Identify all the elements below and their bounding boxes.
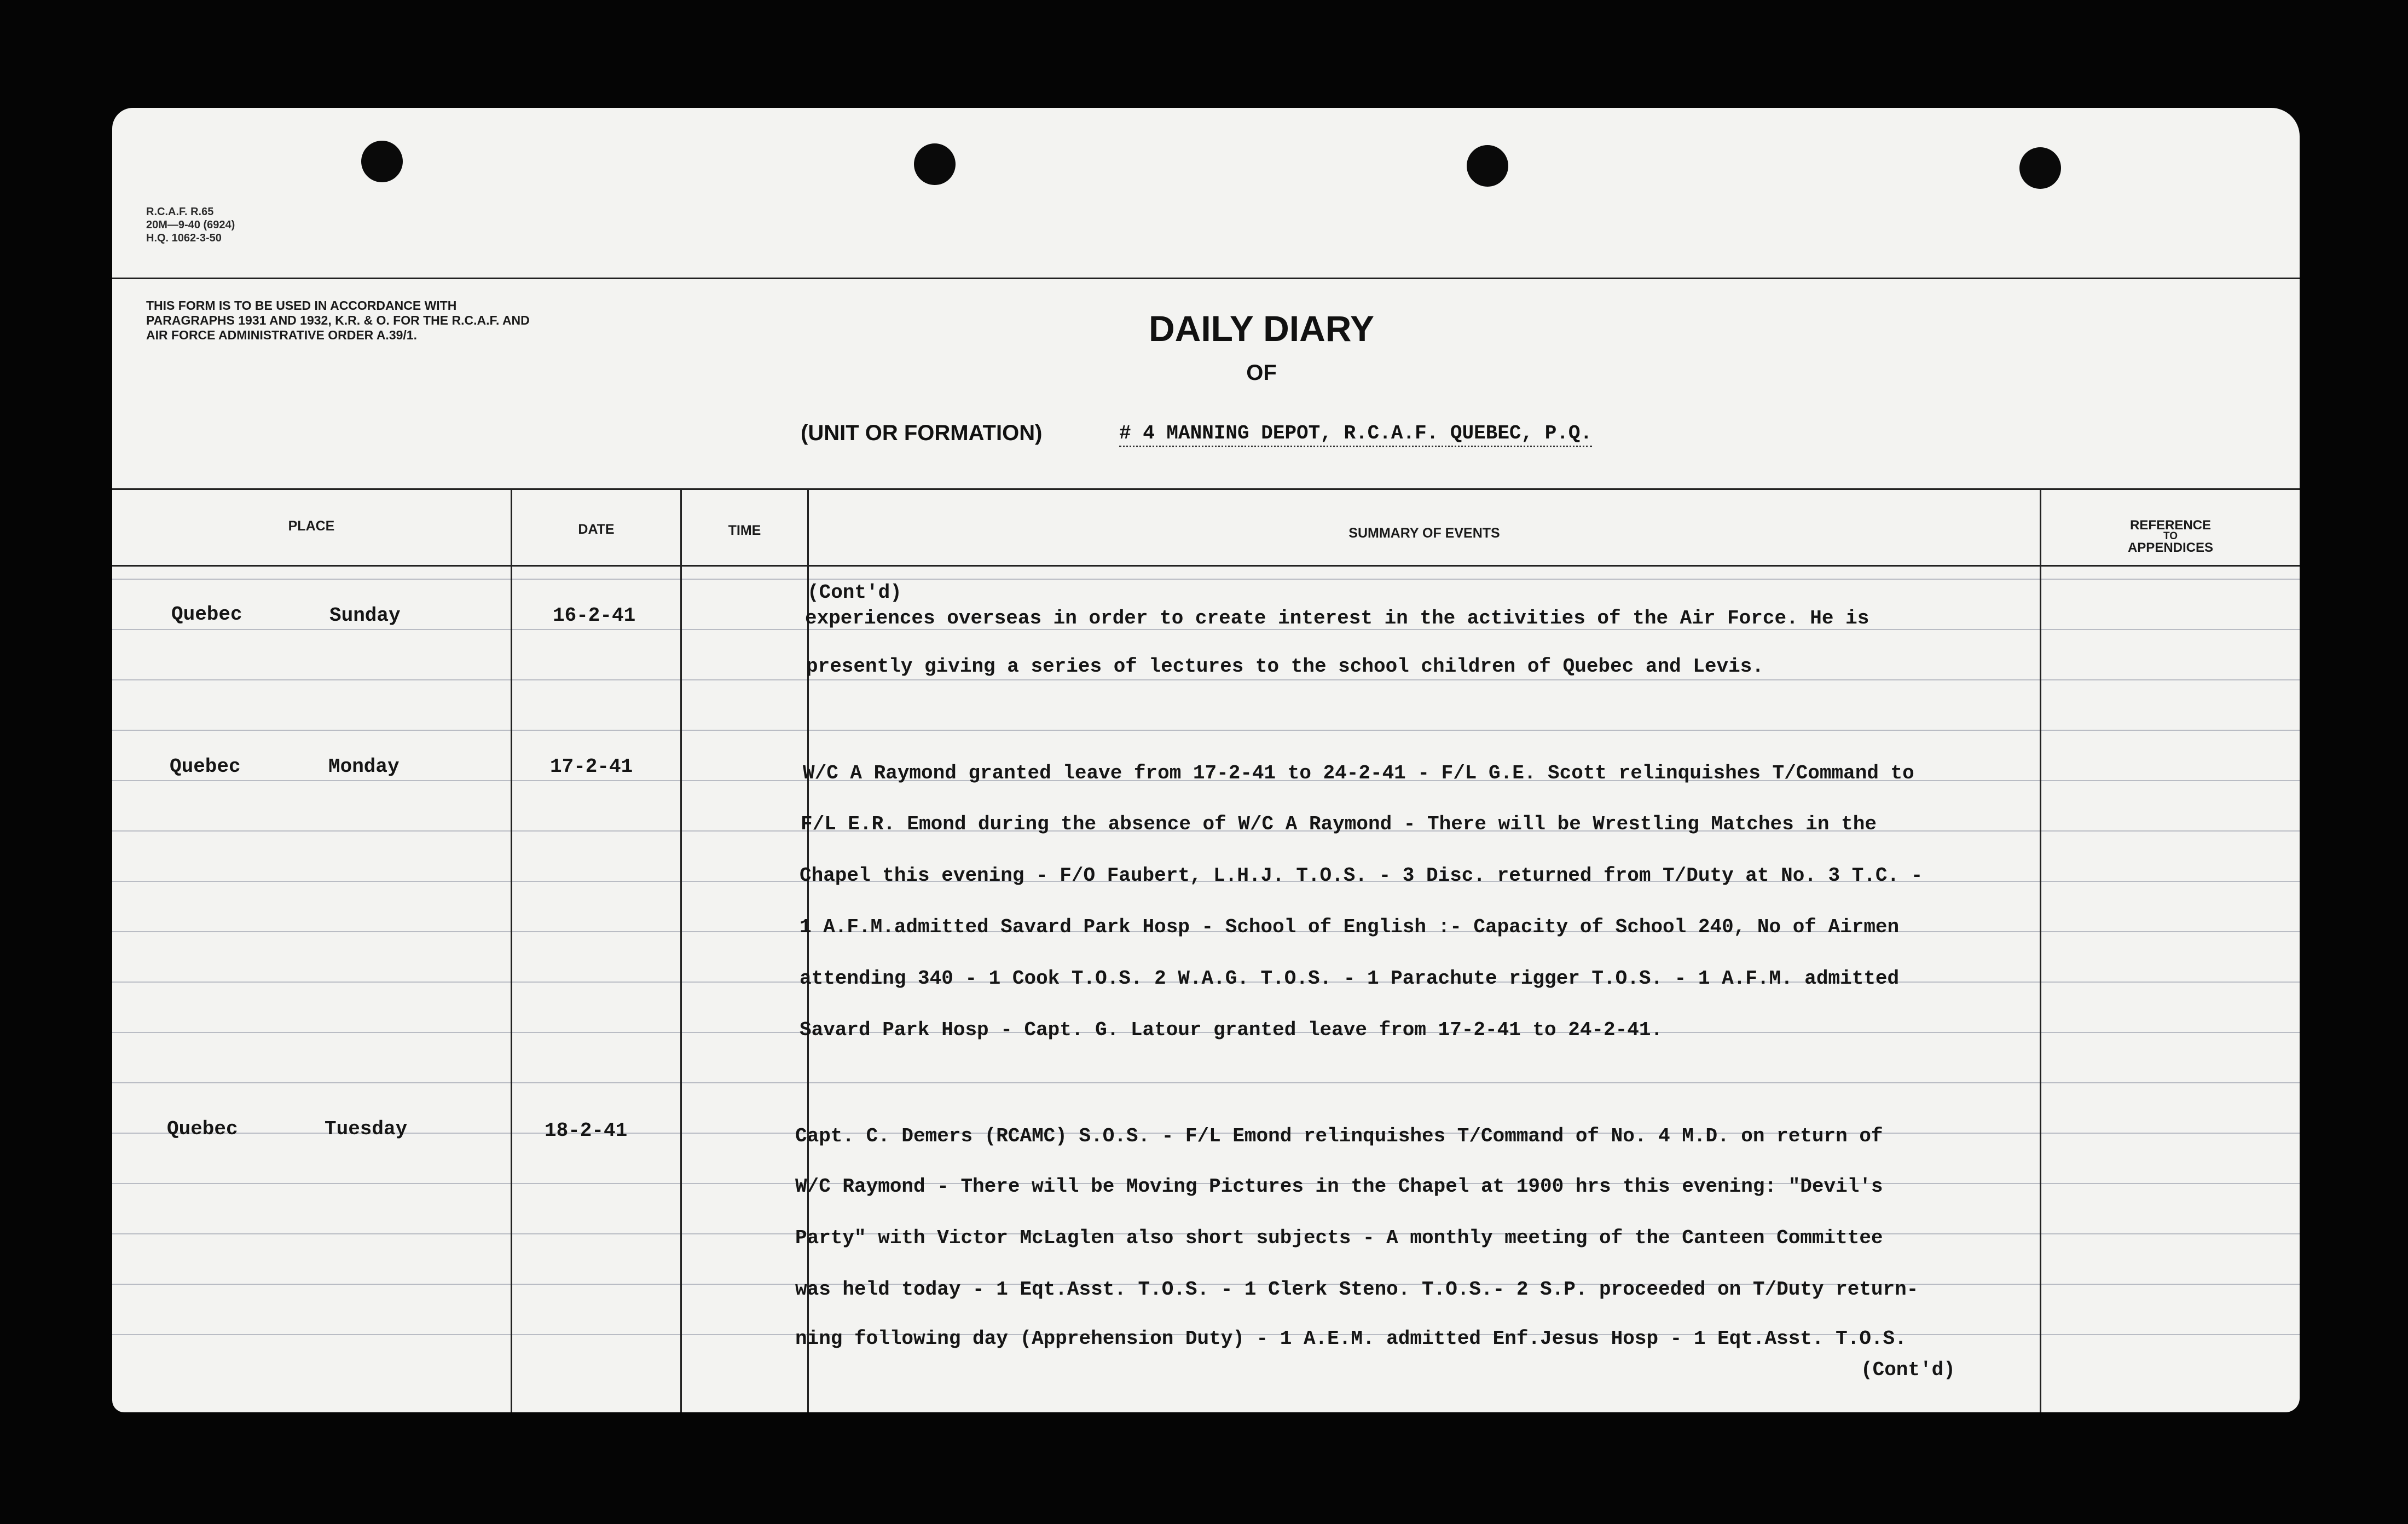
ruled-line xyxy=(112,1082,2300,1083)
entry-place: Quebec xyxy=(167,1118,238,1140)
summary-line: F/L E.R. Emond during the absence of W/C A Raymond - There will be Wrestling Matches in the xyxy=(801,813,1877,835)
reference-header-line: TO xyxy=(2163,530,2178,542)
column-header-reference xyxy=(2041,518,2300,555)
punch-hole xyxy=(914,143,956,185)
form-code xyxy=(146,205,235,245)
entry-place: Quebec xyxy=(170,755,241,778)
column-divider xyxy=(680,488,682,1412)
punch-hole xyxy=(2019,147,2061,189)
summary-line: attending 340 - 1 Cook T.O.S. 2 W.A.G. T.O.S. - 1 Parachute rigger T.O.S. - 1 A.F.M. admitted xyxy=(800,967,1900,990)
summary-line: W/C Raymond - There will be Moving Pictures in the Chapel at 1900 hrs this evening: "Devil's xyxy=(795,1175,1883,1198)
column-header-summary: SUMMARY OF EVENTS xyxy=(1348,526,1500,541)
form-instructions: THIS FORM IS TO BE USED IN ACCORDANCE WITH PARAGRAPHS 1931 AND 1932, K.R. & O. FOR THE R.C.A.F. AND AIR FORCE ADMINISTRATIVE ORDER A.39/1. xyxy=(146,298,530,342)
summary-line: 1 A.F.M.admitted Savard Park Hosp - School of English :- Capacity of School 240, No of Airmen xyxy=(800,916,1900,938)
summary-line: experiences overseas in order to create interest in the activities of the Air Force. He is xyxy=(805,607,1869,630)
page-title: DAILY DIARY xyxy=(1149,308,1374,349)
summary-line: was held today - 1 Eqt.Asst. T.O.S. - 1 Clerk Steno. T.O.S.- 2 S.P. proceeded on T/Duty return- xyxy=(795,1278,1919,1301)
entry-date: 17-2-41 xyxy=(550,755,633,778)
header-rule xyxy=(112,278,2300,279)
unit-value: # 4 MANNING DEPOT, R.C.A.F. QUEBEC, P.Q. xyxy=(1119,422,1592,447)
form-code-line: R.C.A.F. R.65 xyxy=(146,206,214,218)
summary-line: Capt. C. Demers (RCAMC) S.O.S. - F/L Emond relinquishes T/Command of No. 4 M.D. on return of xyxy=(795,1125,1883,1147)
summary-footer: (Cont'd) xyxy=(1861,1359,1955,1381)
entry-place: Quebec xyxy=(171,603,242,626)
summary-line: presently giving a series of lectures to the school children of Quebec and Levis. xyxy=(806,655,1764,678)
form-code-line: 20M—9-40 (6924) xyxy=(146,219,235,231)
entry-date: 16-2-41 xyxy=(553,604,636,627)
summary-line: Party" with Victor McLaglen also short subjects - A monthly meeting of the Canteen Committee xyxy=(795,1227,1883,1249)
summary-header: (Cont'd) xyxy=(807,581,902,604)
diary-card xyxy=(112,108,2300,1412)
punch-hole xyxy=(361,141,403,182)
form-code-line: H.Q. 1062-3-50 xyxy=(146,232,222,244)
summary-line: Chapel this evening - F/O Faubert, L.H.J. T.O.S. - 3 Disc. returned from T/Duty at No. 3 T.C. - xyxy=(800,864,1923,887)
summary-line: ning following day (Apprehension Duty) - 1 A.E.M. admitted Enf.Jesus Hosp - 1 Eqt.Asst. T.O.S. xyxy=(795,1327,1907,1350)
ruled-line xyxy=(112,579,2300,580)
entry-day: Tuesday xyxy=(325,1118,408,1140)
column-header-place: PLACE xyxy=(288,518,335,534)
reference-header-line: REFERENCE xyxy=(2129,518,2212,533)
column-divider xyxy=(511,488,512,1412)
unit-label: (UNIT OR FORMATION) xyxy=(801,421,1043,445)
table-head-rule xyxy=(112,565,2300,567)
column-header-date: DATE xyxy=(578,522,615,537)
ruled-line xyxy=(112,679,2300,680)
column-header-time: TIME xyxy=(728,523,761,538)
entry-day: Monday xyxy=(328,755,400,778)
summary-line: W/C A Raymond granted leave from 17-2-41 to 24-2-41 - F/L G.E. Scott relinquishes T/Command to xyxy=(803,762,1914,784)
reference-header-line: APPENDICES xyxy=(2127,540,2214,555)
ruled-line xyxy=(112,730,2300,731)
table-top-rule xyxy=(112,488,2300,490)
entry-date: 18-2-41 xyxy=(545,1119,628,1142)
entry-day: Sunday xyxy=(329,604,401,627)
title-of: OF xyxy=(1246,361,1277,385)
summary-line: Savard Park Hosp - Capt. G. Latour granted leave from 17-2-41 to 24-2-41. xyxy=(800,1019,1663,1041)
punch-hole xyxy=(1467,145,1508,187)
column-divider xyxy=(2040,488,2041,1412)
